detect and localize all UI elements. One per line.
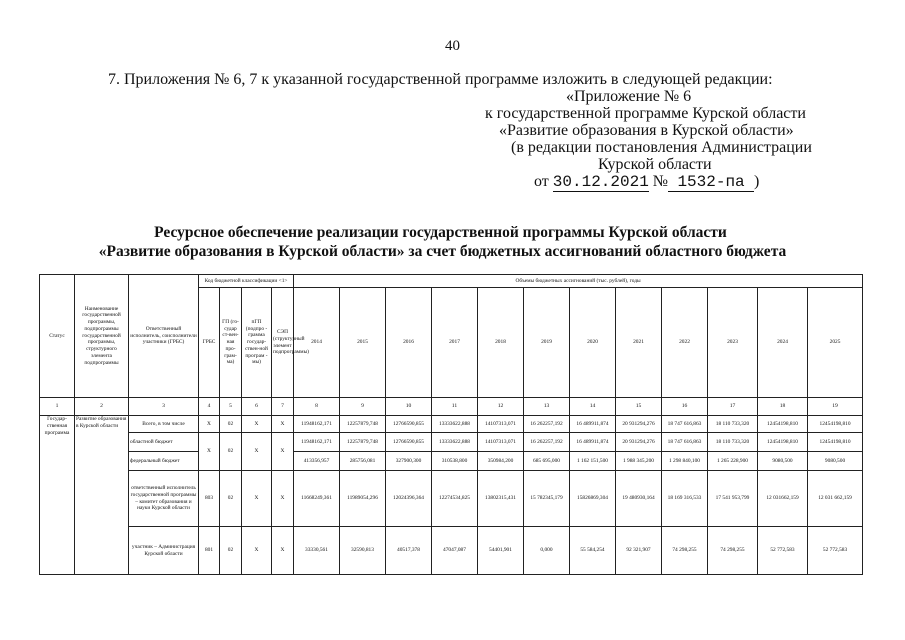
value-cell: 9080,500 [758, 452, 808, 471]
appendix-line-4: (в редакции постановления Администрации [511, 139, 812, 156]
value-cell: 20 931294,276 [616, 416, 662, 433]
header-year: 2021 [616, 288, 662, 398]
col-number: 19 [808, 398, 863, 416]
grbs-cell: 801 [199, 527, 220, 575]
value-cell: 1 162 151,500 [570, 452, 616, 471]
grbs-cell: 803 [199, 471, 220, 527]
value-cell: 12454198,810 [808, 433, 863, 452]
value-cell: 33330,561 [294, 527, 340, 575]
header-status: Статус [40, 275, 75, 398]
header-year: 2019 [524, 288, 570, 398]
value-cell: 12454198,810 [758, 416, 808, 433]
value-cell: 15826869,304 [570, 471, 616, 527]
col-number: 12 [478, 398, 524, 416]
value-cell: 12 031 662,159 [808, 471, 863, 527]
value-cell: 54401,901 [478, 527, 524, 575]
value-cell: 19 480930,164 [616, 471, 662, 527]
sep-cell: Х [272, 527, 294, 575]
decree-date: 30.12.2021 [552, 173, 649, 191]
value-cell: 11989054,296 [340, 471, 386, 527]
sep-cell: Х [272, 471, 294, 527]
value-cell: 74 298,255 [662, 527, 708, 575]
value-cell: 1 988 345,200 [616, 452, 662, 471]
decree-number: 1532-па [668, 173, 754, 192]
executor-cell: Всего, в том числе [129, 416, 199, 433]
value-cell: 11668249,361 [294, 471, 340, 527]
col-number: 5 [220, 398, 242, 416]
value-cell: 13333622,888 [432, 416, 478, 433]
grbs-cell: Х [199, 416, 220, 433]
table-row [40, 452, 863, 471]
value-cell: 16 262257,192 [524, 433, 570, 452]
appendix-line-2: к государственной программе Курской области [485, 105, 806, 122]
pgp-cell: Х [242, 416, 272, 433]
header-executor: Ответственный исполнитель, соисполнители участники (ГРБС) [129, 275, 199, 398]
header-year: 2018 [478, 288, 524, 398]
value-cell: 18 110 733,320 [708, 433, 758, 452]
col-number: 3 [129, 398, 199, 416]
value-cell: 13333622,888 [432, 433, 478, 452]
executor-cell: ответственный исполнитель государственной программы – комитет образования и науки Курской области [129, 471, 199, 527]
value-cell: 15 782345,179 [524, 471, 570, 527]
table-row [40, 433, 863, 452]
value-cell: 17 541 953,799 [708, 471, 758, 527]
table-title-line-2: «Развитие образования в Курской области» за счет бюджетных ассигнований областного бюджета [98, 243, 787, 260]
value-cell: 327900,300 [386, 452, 432, 471]
header-year: 2014 [294, 288, 340, 398]
value-cell: 12024396,364 [386, 471, 432, 527]
value-cell: 16 262257,192 [524, 416, 570, 433]
value-cell: 12454198,810 [808, 416, 863, 433]
value-cell: 685 695,000 [524, 452, 570, 471]
value-cell: 12 031662,159 [758, 471, 808, 527]
resource-table [39, 274, 863, 575]
header-year: 2022 [662, 288, 708, 398]
value-cell: 13802315,431 [478, 471, 524, 527]
header-budget-codes: Код бюджетной классификации <1> [199, 275, 294, 288]
value-cell: 12257879,748 [340, 433, 386, 452]
gp-cell: 02 [220, 527, 242, 575]
col-number: 2 [75, 398, 129, 416]
value-cell: 18 747 616,863 [662, 416, 708, 433]
value-cell: 52 772,583 [758, 527, 808, 575]
value-cell: 12274534,825 [432, 471, 478, 527]
value-cell: 285756,081 [340, 452, 386, 471]
header-grbs: ГРБС [199, 288, 220, 398]
header-row-1 [40, 275, 863, 288]
value-cell: 18 747 616,863 [662, 433, 708, 452]
gp-cell: 02 [220, 416, 242, 433]
value-cell: 14107313,071 [478, 416, 524, 433]
program-name-cell: Развитие образования в Курской области [75, 416, 129, 575]
value-cell: 0,000 [524, 527, 570, 575]
col-number: 10 [386, 398, 432, 416]
value-cell: 52 772,583 [808, 527, 863, 575]
grbs-cell: Х [199, 433, 220, 471]
value-cell: 310538,800 [432, 452, 478, 471]
value-cell: 11948162,171 [294, 416, 340, 433]
value-cell: 350984,200 [478, 452, 524, 471]
header-year: 2020 [570, 288, 616, 398]
executor-cell: областной бюджет [129, 433, 199, 452]
appendix-line-1: «Приложение № 6 [566, 88, 692, 105]
col-number: 7 [272, 398, 294, 416]
value-cell: 12257879,748 [340, 416, 386, 433]
table-title-line-1: Ресурсное обеспечение реализации государственной программы Курской области [154, 224, 727, 241]
header-gp: ГП (го-судар ст-вен-ная про-грам-ма) [220, 288, 242, 398]
appendix-date-line [534, 173, 759, 192]
header-year: 2024 [758, 288, 808, 398]
value-cell: 9080,500 [808, 452, 863, 471]
value-cell: 14107313,071 [478, 433, 524, 452]
pgp-cell: Х [242, 471, 272, 527]
intro-text: 7. Приложения № 6, 7 к указанной государственной программе изложить в следующей редакции: [108, 71, 773, 88]
col-number: 4 [199, 398, 220, 416]
header-name: Наименование государственной программы, подпрограммы государственной программы, структурного элемента подпрограммы [75, 275, 129, 398]
from-label: от [534, 173, 549, 190]
header-year: 2017 [432, 288, 478, 398]
column-number-row [40, 398, 863, 416]
header-sep: СЭП (структурный элемент подпрограммы) [272, 288, 294, 398]
pgp-cell: Х [242, 433, 272, 471]
value-cell: 40517,378 [386, 527, 432, 575]
value-cell: 74 298,255 [708, 527, 758, 575]
value-cell: 20 931294,276 [616, 433, 662, 452]
col-number: 14 [570, 398, 616, 416]
value-cell: 55 584,254 [570, 527, 616, 575]
col-number: 6 [242, 398, 272, 416]
appendix-line-3: «Развитие образования в Курской области» [499, 122, 794, 139]
header-pgp: пГП (подпро - грамма государ-ствен-ной програм - мы) [242, 288, 272, 398]
value-cell: 32590,813 [340, 527, 386, 575]
executor-cell: федеральный бюджет [129, 452, 199, 471]
number-label: № [652, 173, 669, 190]
gp-cell: 02 [220, 433, 242, 471]
header-year: 2025 [808, 288, 863, 398]
executor-cell: участник – Администрация Курской области [129, 527, 199, 575]
gp-cell: 02 [220, 471, 242, 527]
header-volumes: Объемы бюджетных ассигнований (тыс. рублей), годы [294, 275, 863, 288]
value-cell: 18 169 316,533 [662, 471, 708, 527]
table-row [40, 471, 863, 527]
col-number: 18 [758, 398, 808, 416]
value-cell: 47047,087 [432, 527, 478, 575]
pgp-cell: Х [242, 527, 272, 575]
col-number: 15 [616, 398, 662, 416]
value-cell: 16 489911,874 [570, 416, 616, 433]
header-year: 2023 [708, 288, 758, 398]
appendix-line-5: Курской области [598, 156, 712, 173]
col-number: 8 [294, 398, 340, 416]
table-row [40, 416, 863, 433]
page-number: 40 [445, 38, 460, 54]
col-number: 9 [340, 398, 386, 416]
table-row [40, 527, 863, 575]
value-cell: 12766590,855 [386, 433, 432, 452]
value-cell: 16 489911,874 [570, 433, 616, 452]
col-number: 11 [432, 398, 478, 416]
value-cell: 11948162,171 [294, 433, 340, 452]
header-year: 2016 [386, 288, 432, 398]
value-cell: 12454198,810 [758, 433, 808, 452]
header-year: 2015 [340, 288, 386, 398]
value-cell: 18 110 733,320 [708, 416, 758, 433]
col-number: 13 [524, 398, 570, 416]
value-cell: 413356,957 [294, 452, 340, 471]
value-cell: 12766590,855 [386, 416, 432, 433]
sep-cell: Х [272, 433, 294, 471]
status-cell: Государ-ственная программа [40, 416, 75, 575]
col-number: 16 [662, 398, 708, 416]
col-number: 1 [40, 398, 75, 416]
sep-cell: Х [272, 416, 294, 433]
value-cell: 92 321,907 [616, 527, 662, 575]
col-number: 17 [708, 398, 758, 416]
value-cell: 1 298 840,100 [662, 452, 708, 471]
closing-paren: ) [754, 173, 760, 190]
value-cell: 1 265 228,900 [708, 452, 758, 471]
